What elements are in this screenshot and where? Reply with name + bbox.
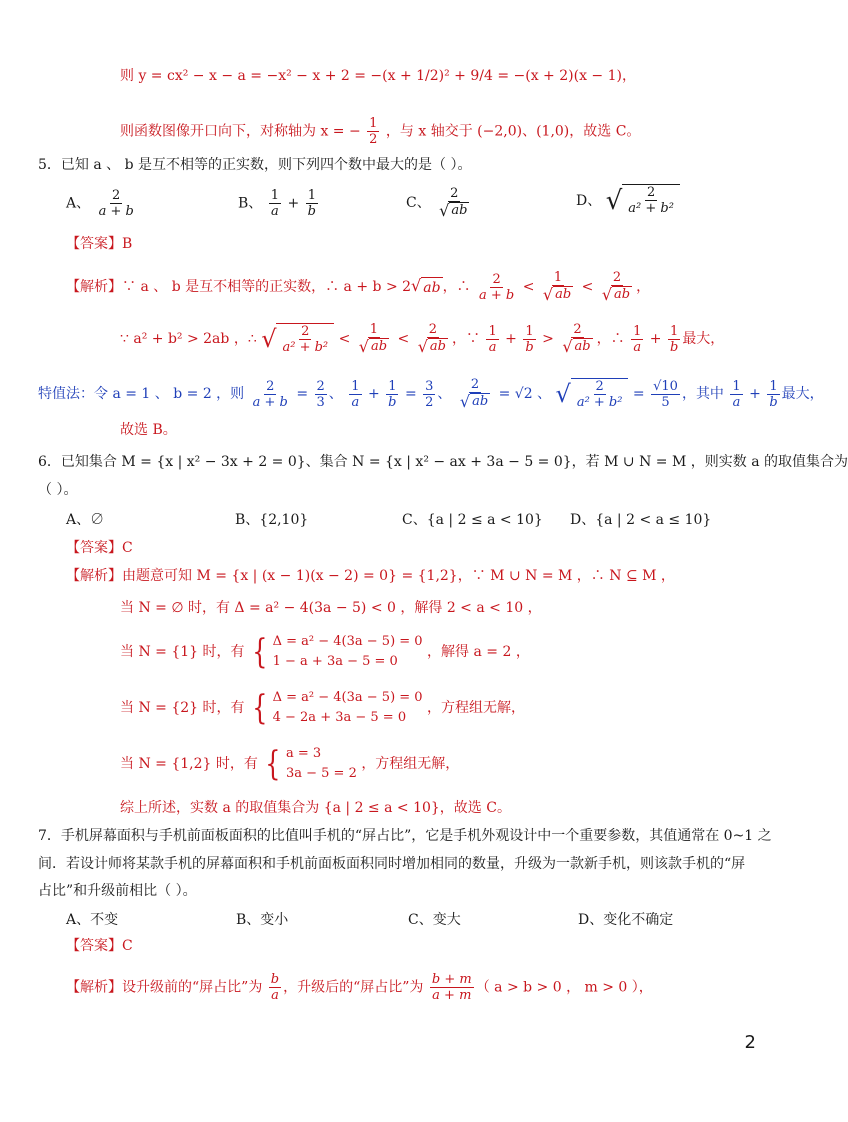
fraction-one-half: $\frac{1}{2}$: [369, 116, 378, 147]
q7-analysis: 【解析】设升级前的“屏占比”为 $\frac{b}{a}$ ，升级后的“屏占比”为 $\frac{b + m}{a + m}$ （ a > b > 0 ， m > 0 ），: [66, 972, 653, 1003]
q7-stem-line-1: 7．手机屏幕面积与手机前面板面积的比值叫手机的“屏占比”，它是手机外观设计中一个重要参数，其值通常在 0~1 之: [38, 828, 772, 844]
q6-option-a: A、∅: [66, 512, 105, 528]
q7-option-d: D、变化不确定: [578, 912, 674, 928]
q7-answer: 【答案】C: [66, 938, 133, 954]
q7-stem-line-3: 占比”和升级前相比（ ）。: [38, 883, 197, 899]
q6-analysis-1: 【解析】由题意可知 M = {x | (x − 1)(x − 2) = 0} = {1,2}，∵ M ∪ N = M ，∴ N ⊆ M ，: [66, 568, 675, 584]
q6-option-d: D、{a | 2 < a ≤ 10}: [570, 512, 712, 528]
q7-stem-line-2: 间．若设计师将某款手机的屏幕面积和手机前面板面积同时增加相同的数量，升级为一款新手机，则该款手机的“屏: [38, 856, 746, 872]
page-number: 2: [744, 1032, 756, 1053]
q5-option-d: D、 √ $\frac{2}{\text{a² + b²}}$: [576, 184, 680, 218]
q5-stem: 5．已知 a 、 b 是互不相等的正实数，则下列四个数中最大的是（ ）。: [38, 157, 472, 173]
q5-analysis-2: ∵ a² + b² > 2ab ，∴ √ $\frac{2}{\text{a² + b²}}$ < 1 √ ab < 2 √ ab ，∵ $\frac{1}{a}$ + $\frac{1}{b}$ > 2 √ ab ，∴ $\frac{1}{a}$ + $\frac{1}{b}$ 最大，: [120, 322, 725, 356]
q6-summary: 综上所述，实数 a 的取值集合为 {a | 2 ≤ a < 10}，故选 C。: [120, 800, 511, 816]
q6-case-empty: 当 N = ∅ 时，有 Δ = a² − 4(3a − 5) < 0 ，解得 2 < a < 10 ，: [120, 600, 542, 616]
q6-option-c: C、{a | 2 ≤ a < 10}: [402, 512, 543, 528]
q5-option-b: B、 $\frac{1}{a}$ + $\frac{1}{b}$: [238, 188, 316, 219]
q5-analysis-1: 【解析】∵ a 、 b 是互不相等的正实数，∴ a + b > 2 √ ab ，∴ $\frac{2}{a + b}$ < 1 √ ab < 2 √ ab ，: [66, 270, 651, 304]
q5-conclusion: 故选 B。: [120, 422, 177, 438]
q5-special-values: 特值法：令 a = 1 、 b = 2 ，则 $\frac{2}{a + b}$ = $\frac{2}{3}$ 、 $\frac{1}{a}$ + $\frac{1}{b}$ = $\frac{3}{2}$ 、 2 √ ab = √2 、 √ $\frac{2}{\text{a² + b²}}$ = $\frac{√10}{5}$ ，其中 $\frac{1}{a}$ + $\frac{1}{b}$ 最大，: [38, 377, 824, 411]
q5-option-a: A、 $\frac{2}{a + b}$: [66, 188, 134, 219]
q5-answer: 【答案】B: [66, 236, 133, 252]
q6-stem-line-2: （ ）。: [38, 482, 78, 498]
q6-case-1: 当 N = {1} 时，有 { Δ = a² − 4(3a − 5) = 0 1 − a + 3a − 5 = 0 ，解得 a = 2 ，: [120, 632, 530, 672]
q6-option-b: B、{2,10}: [235, 512, 309, 528]
q6-case-2: 当 N = {2} 时，有 { Δ = a² − 4(3a − 5) = 0 4 − 2a + 3a − 5 = 0 ，方程组无解，: [120, 688, 526, 728]
q6-answer: 【答案】C: [66, 540, 133, 556]
q5-option-c: C、 2 √ ab: [406, 186, 468, 220]
q7-option-a: A、不变: [66, 912, 119, 928]
q7-option-b: B、变小: [236, 912, 289, 928]
q6-case-1-2: 当 N = {1,2} 时，有 { a = 3 3a − 5 = 2 ，方程组无解，: [120, 744, 460, 784]
q7-option-c: C、变大: [408, 912, 461, 928]
top-line-1: 则 y = cx² − x − a = −x² − x + 2 = −(x + 1/2)² + 9/4 = −(x + 2)(x − 1)，: [120, 68, 636, 84]
q6-stem-line-1: 6．已知集合 M = {x | x² − 3x + 2 = 0}、集合 N = {x | x² − ax + 3a − 5 = 0}，若 M ∪ N = M ，则实数 a 的取值集合为: [38, 454, 848, 470]
top-line-2: 则函数图像开口向下，对称轴为 x = − $\frac{1}{2}$ ，与 x 轴交于 (−2,0)、(1,0)，故选 C。: [120, 116, 641, 147]
